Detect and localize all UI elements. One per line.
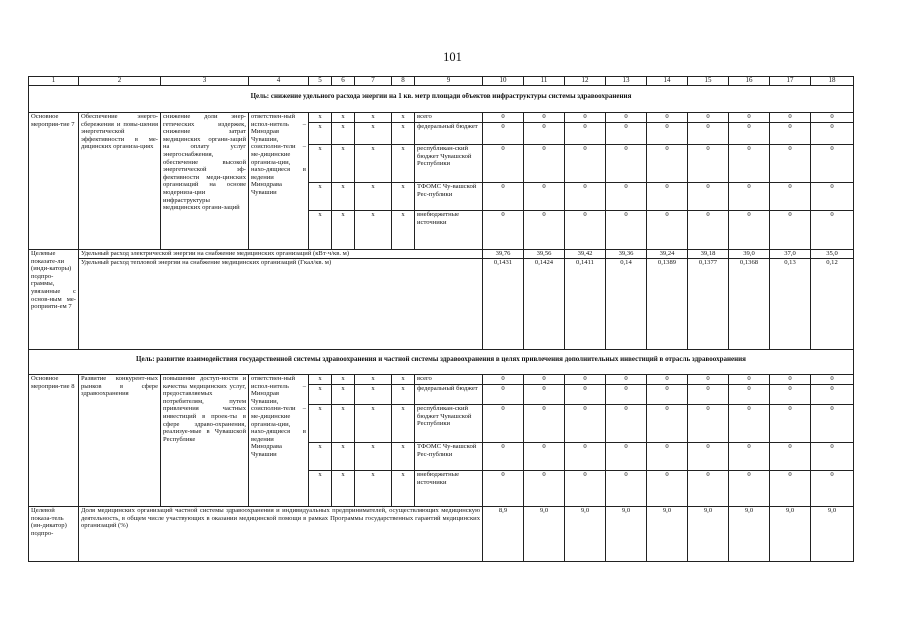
funding-value: 0 [606,211,647,250]
funding-value: 0 [729,113,770,123]
column-header: 15 [688,77,729,86]
funding-value: 0 [688,183,729,211]
funding-value: 0 [770,123,811,145]
indicator-value: 9,0 [770,507,811,562]
funding-value: 0 [606,385,647,405]
budget-code: x [355,145,392,183]
budget-code: x [392,375,415,385]
funding-value: 0 [483,375,524,385]
indicator-label: Целевые показате-ли (инди-каторы) подпро-граммы, увязанные с основ-ным ме-роприяти-ем 7 [29,250,79,350]
budget-code: x [355,385,392,405]
indicator-value: 8,9 [483,507,524,562]
funding-source: ТФОМС Чу-вашской Рес-публики [415,183,483,211]
budget-code: x [392,405,415,443]
funding-source: внебюджетные источники [415,471,483,507]
indicator-value: 9,0 [524,507,565,562]
funding-value: 0 [565,375,606,385]
indicator-value: 35,0 [811,250,854,259]
funding-value: 0 [483,405,524,443]
column-header: 18 [811,77,854,86]
funding-value: 0 [524,123,565,145]
funding-value: 0 [811,405,854,443]
indicator-value: 0,12 [811,259,854,350]
funding-value: 0 [524,405,565,443]
indicator-value: 39,76 [483,250,524,259]
funding-value: 0 [688,405,729,443]
funding-value: 0 [606,113,647,123]
budget-code: x [309,123,332,145]
indicator-value: 39,18 [688,250,729,259]
funding-value: 0 [811,145,854,183]
funding-value: 0 [770,211,811,250]
funding-source: федеральный бюджет [415,385,483,405]
funding-value: 0 [647,183,688,211]
budget-code: x [355,113,392,123]
budget-code: x [392,211,415,250]
funding-value: 0 [483,183,524,211]
funding-value: 0 [524,385,565,405]
budget-code: x [392,443,415,471]
funding-source: федеральный бюджет [415,123,483,145]
indicator-value: 9,0 [606,507,647,562]
funding-value: 0 [565,443,606,471]
funding-value: 0 [565,183,606,211]
activity-label: Основное мероприя-тие 8 [29,375,79,507]
funding-value: 0 [483,385,524,405]
funding-value: 0 [770,385,811,405]
budget-code: x [355,375,392,385]
budget-code: x [355,123,392,145]
funding-value: 0 [729,443,770,471]
funding-value: 0 [811,123,854,145]
indicator-name: Удельный расход электрической энергии на снабжение медицинских организаций (кВт·ч/кв. м) [79,250,483,259]
activity-name: Развитие конкурент-ных рынков в сфере здравоохранения [79,375,161,507]
indicator-value: 39,36 [606,250,647,259]
funding-value: 0 [811,211,854,250]
funding-value: 0 [524,211,565,250]
funding-value: 0 [606,145,647,183]
funding-value: 0 [483,211,524,250]
funding-value: 0 [565,113,606,123]
funding-value: 0 [811,183,854,211]
spacer-row [29,105,854,113]
budget-code: x [392,183,415,211]
funding-value: 0 [688,123,729,145]
budget-code: x [355,443,392,471]
funding-source: ТФОМС Чу-вашской Рес-публики [415,443,483,471]
budget-code: x [355,211,392,250]
funding-value: 0 [565,123,606,145]
funding-value: 0 [606,183,647,211]
column-header: 10 [483,77,524,86]
funding-value: 0 [606,471,647,507]
budget-code: x [392,123,415,145]
expected-result: повышение доступ-ности и качества медицинских услуг, предоставляемых потребителям, путем привлечения частных инвестиций в проек-ты в сфере здраво-охранения, реализуе-мые в Чувашской Республике [161,375,249,507]
program-table [28,76,854,562]
budget-code: x [332,183,355,211]
funding-value: 0 [565,385,606,405]
budget-code: x [355,183,392,211]
funding-value: 0 [729,385,770,405]
funding-value: 0 [729,375,770,385]
indicator-value: 39,56 [524,250,565,259]
funding-value: 0 [770,375,811,385]
budget-code: x [309,183,332,211]
column-header: 7 [355,77,392,86]
column-header: 16 [729,77,770,86]
funding-value: 0 [483,113,524,123]
budget-code: x [332,471,355,507]
indicator-value: 0,1389 [647,259,688,350]
indicator-value: 0,1377 [688,259,729,350]
column-header: 2 [79,77,161,86]
funding-value: 0 [483,471,524,507]
funding-value: 0 [647,113,688,123]
budget-code: x [332,211,355,250]
funding-value: 0 [770,183,811,211]
funding-value: 0 [524,471,565,507]
funding-value: 0 [688,211,729,250]
funding-value: 0 [483,145,524,183]
column-header: 9 [415,77,483,86]
column-header: 4 [249,77,309,86]
funding-value: 0 [565,145,606,183]
activity-label: Основное мероприя-тие 7 [29,113,79,250]
funding-value: 0 [770,405,811,443]
budget-code: x [332,123,355,145]
budget-code: x [332,145,355,183]
indicator-value: 9,0 [729,507,770,562]
budget-code: x [332,443,355,471]
funding-value: 0 [647,123,688,145]
funding-value: 0 [688,375,729,385]
page-number: 101 [443,50,462,64]
funding-value: 0 [770,145,811,183]
funding-value: 0 [811,443,854,471]
funding-value: 0 [647,375,688,385]
budget-code: x [392,471,415,507]
indicator-value: 0,1368 [729,259,770,350]
column-header: 3 [161,77,249,86]
funding-value: 0 [647,211,688,250]
funding-value: 0 [524,443,565,471]
funding-value: 0 [647,385,688,405]
column-header: 11 [524,77,565,86]
column-header: 12 [565,77,606,86]
funding-source: республикан-ский бюджет Чувашской Республики [415,405,483,443]
expected-result: снижение доли энер-гетических издержек, снижение затрат медицинских органи-заций на оплату услуг энергоснабжения, обеспечение высокой энергетической эф-фективности меди-цинских организаций на основе модерниза-ции инфраструктуры медицинских органи-заций [161,113,249,250]
funding-value: 0 [811,375,854,385]
column-header: 1 [29,77,79,86]
funding-value: 0 [565,405,606,443]
budget-code: x [392,385,415,405]
funding-value: 0 [606,443,647,471]
funding-value: 0 [770,471,811,507]
funding-value: 0 [688,471,729,507]
funding-value: 0 [770,443,811,471]
indicator-value: 0,1431 [483,259,524,350]
funding-value: 0 [483,123,524,145]
indicator-label: Целевой показа-тель (ин-дикатор) подпро- [29,507,79,562]
responsible-executor: ответствен-ный испол-нитель – Минздрав Чувашии, соисполни-тели – ме-дицинские организа-ции, нахо-дящиеся в ведении Минздрава Чувашии [249,375,309,507]
spacer-row [29,86,854,94]
funding-value: 0 [565,471,606,507]
funding-value: 0 [647,471,688,507]
indicator-value: 0,1424 [524,259,565,350]
funding-value: 0 [770,113,811,123]
indicator-value: 9,0 [688,507,729,562]
funding-value: 0 [811,113,854,123]
column-header: 5 [309,77,332,86]
activity-name: Обеспечение энерго-сбережения и повы-шения энергетической эффективности в ме-дицинских организа-циях [79,113,161,250]
column-header: 8 [392,77,415,86]
funding-value: 0 [811,471,854,507]
funding-value: 0 [606,123,647,145]
column-header: 17 [770,77,811,86]
funding-source: республикан-ский бюджет Чувашской Республики [415,145,483,183]
indicator-value: 0,13 [770,259,811,350]
funding-value: 0 [524,183,565,211]
funding-value: 0 [524,375,565,385]
indicator-value: 9,0 [647,507,688,562]
indicator-name: Доля медицинских организаций частной системы здравоохранения и индивидуальных предпринимателей, осуществляющих медицинскую деятельность, в общем числе участвующих в оказании медицинской помощи в рамках Программы государственных гарантий медицинских организаций (%) [79,507,483,562]
funding-value: 0 [729,145,770,183]
budget-code: x [309,405,332,443]
indicator-value: 39,42 [565,250,606,259]
funding-source: внебюджетные источники [415,211,483,250]
column-header: 6 [332,77,355,86]
funding-value: 0 [483,443,524,471]
budget-code: x [309,385,332,405]
budget-code: x [309,211,332,250]
funding-value: 0 [647,405,688,443]
budget-code: x [332,405,355,443]
column-header: 14 [647,77,688,86]
indicator-value: 9,0 [811,507,854,562]
funding-value: 0 [606,375,647,385]
indicator-value: 39,24 [647,250,688,259]
funding-value: 0 [647,145,688,183]
budget-code: x [392,113,415,123]
funding-source: всего [415,375,483,385]
budget-code: x [309,375,332,385]
budget-code: x [309,113,332,123]
funding-value: 0 [688,145,729,183]
funding-value: 0 [647,443,688,471]
funding-value: 0 [729,211,770,250]
column-header: 13 [606,77,647,86]
goal-heading: Цель: развитие взаимодействия государственной системы здравоохранения и частной системы здравоохранения в целях привлечения дополнительных инвестиций в отрасль здравоохранения [29,356,854,368]
indicator-value: 0,14 [606,259,647,350]
budget-code: x [309,145,332,183]
budget-code: x [332,375,355,385]
funding-value: 0 [729,471,770,507]
indicator-value: 9,0 [565,507,606,562]
responsible-executor: ответствен-ный испол-нитель – Минздрав Чувашии, соисполни-тели – ме-дицинские организа-ции, нахо-дящиеся в ведении Минздрава Чувашии [249,113,309,250]
budget-code: x [309,471,332,507]
budget-code: x [392,145,415,183]
budget-code: x [309,443,332,471]
indicator-value: 37,0 [770,250,811,259]
budget-code: x [332,385,355,405]
funding-value: 0 [811,385,854,405]
budget-code: x [355,405,392,443]
funding-value: 0 [565,211,606,250]
indicator-value: 0,1411 [565,259,606,350]
funding-value: 0 [688,113,729,123]
goal-heading: Цель: снижение удельного расхода энергии на 1 кв. метр площади объектов инфраструктуры системы здравоохранения [29,93,854,105]
funding-value: 0 [729,183,770,211]
funding-value: 0 [524,145,565,183]
funding-value: 0 [729,123,770,145]
budget-code: x [355,471,392,507]
funding-value: 0 [524,113,565,123]
funding-source: всего [415,113,483,123]
funding-value: 0 [606,405,647,443]
funding-value: 0 [688,443,729,471]
budget-code: x [332,113,355,123]
indicator-value: 39,0 [729,250,770,259]
funding-value: 0 [688,385,729,405]
funding-value: 0 [729,405,770,443]
indicator-name: Удельный расход тепловой энергии на снабжение медицинских организаций (Гкал/кв. м) [79,259,483,350]
